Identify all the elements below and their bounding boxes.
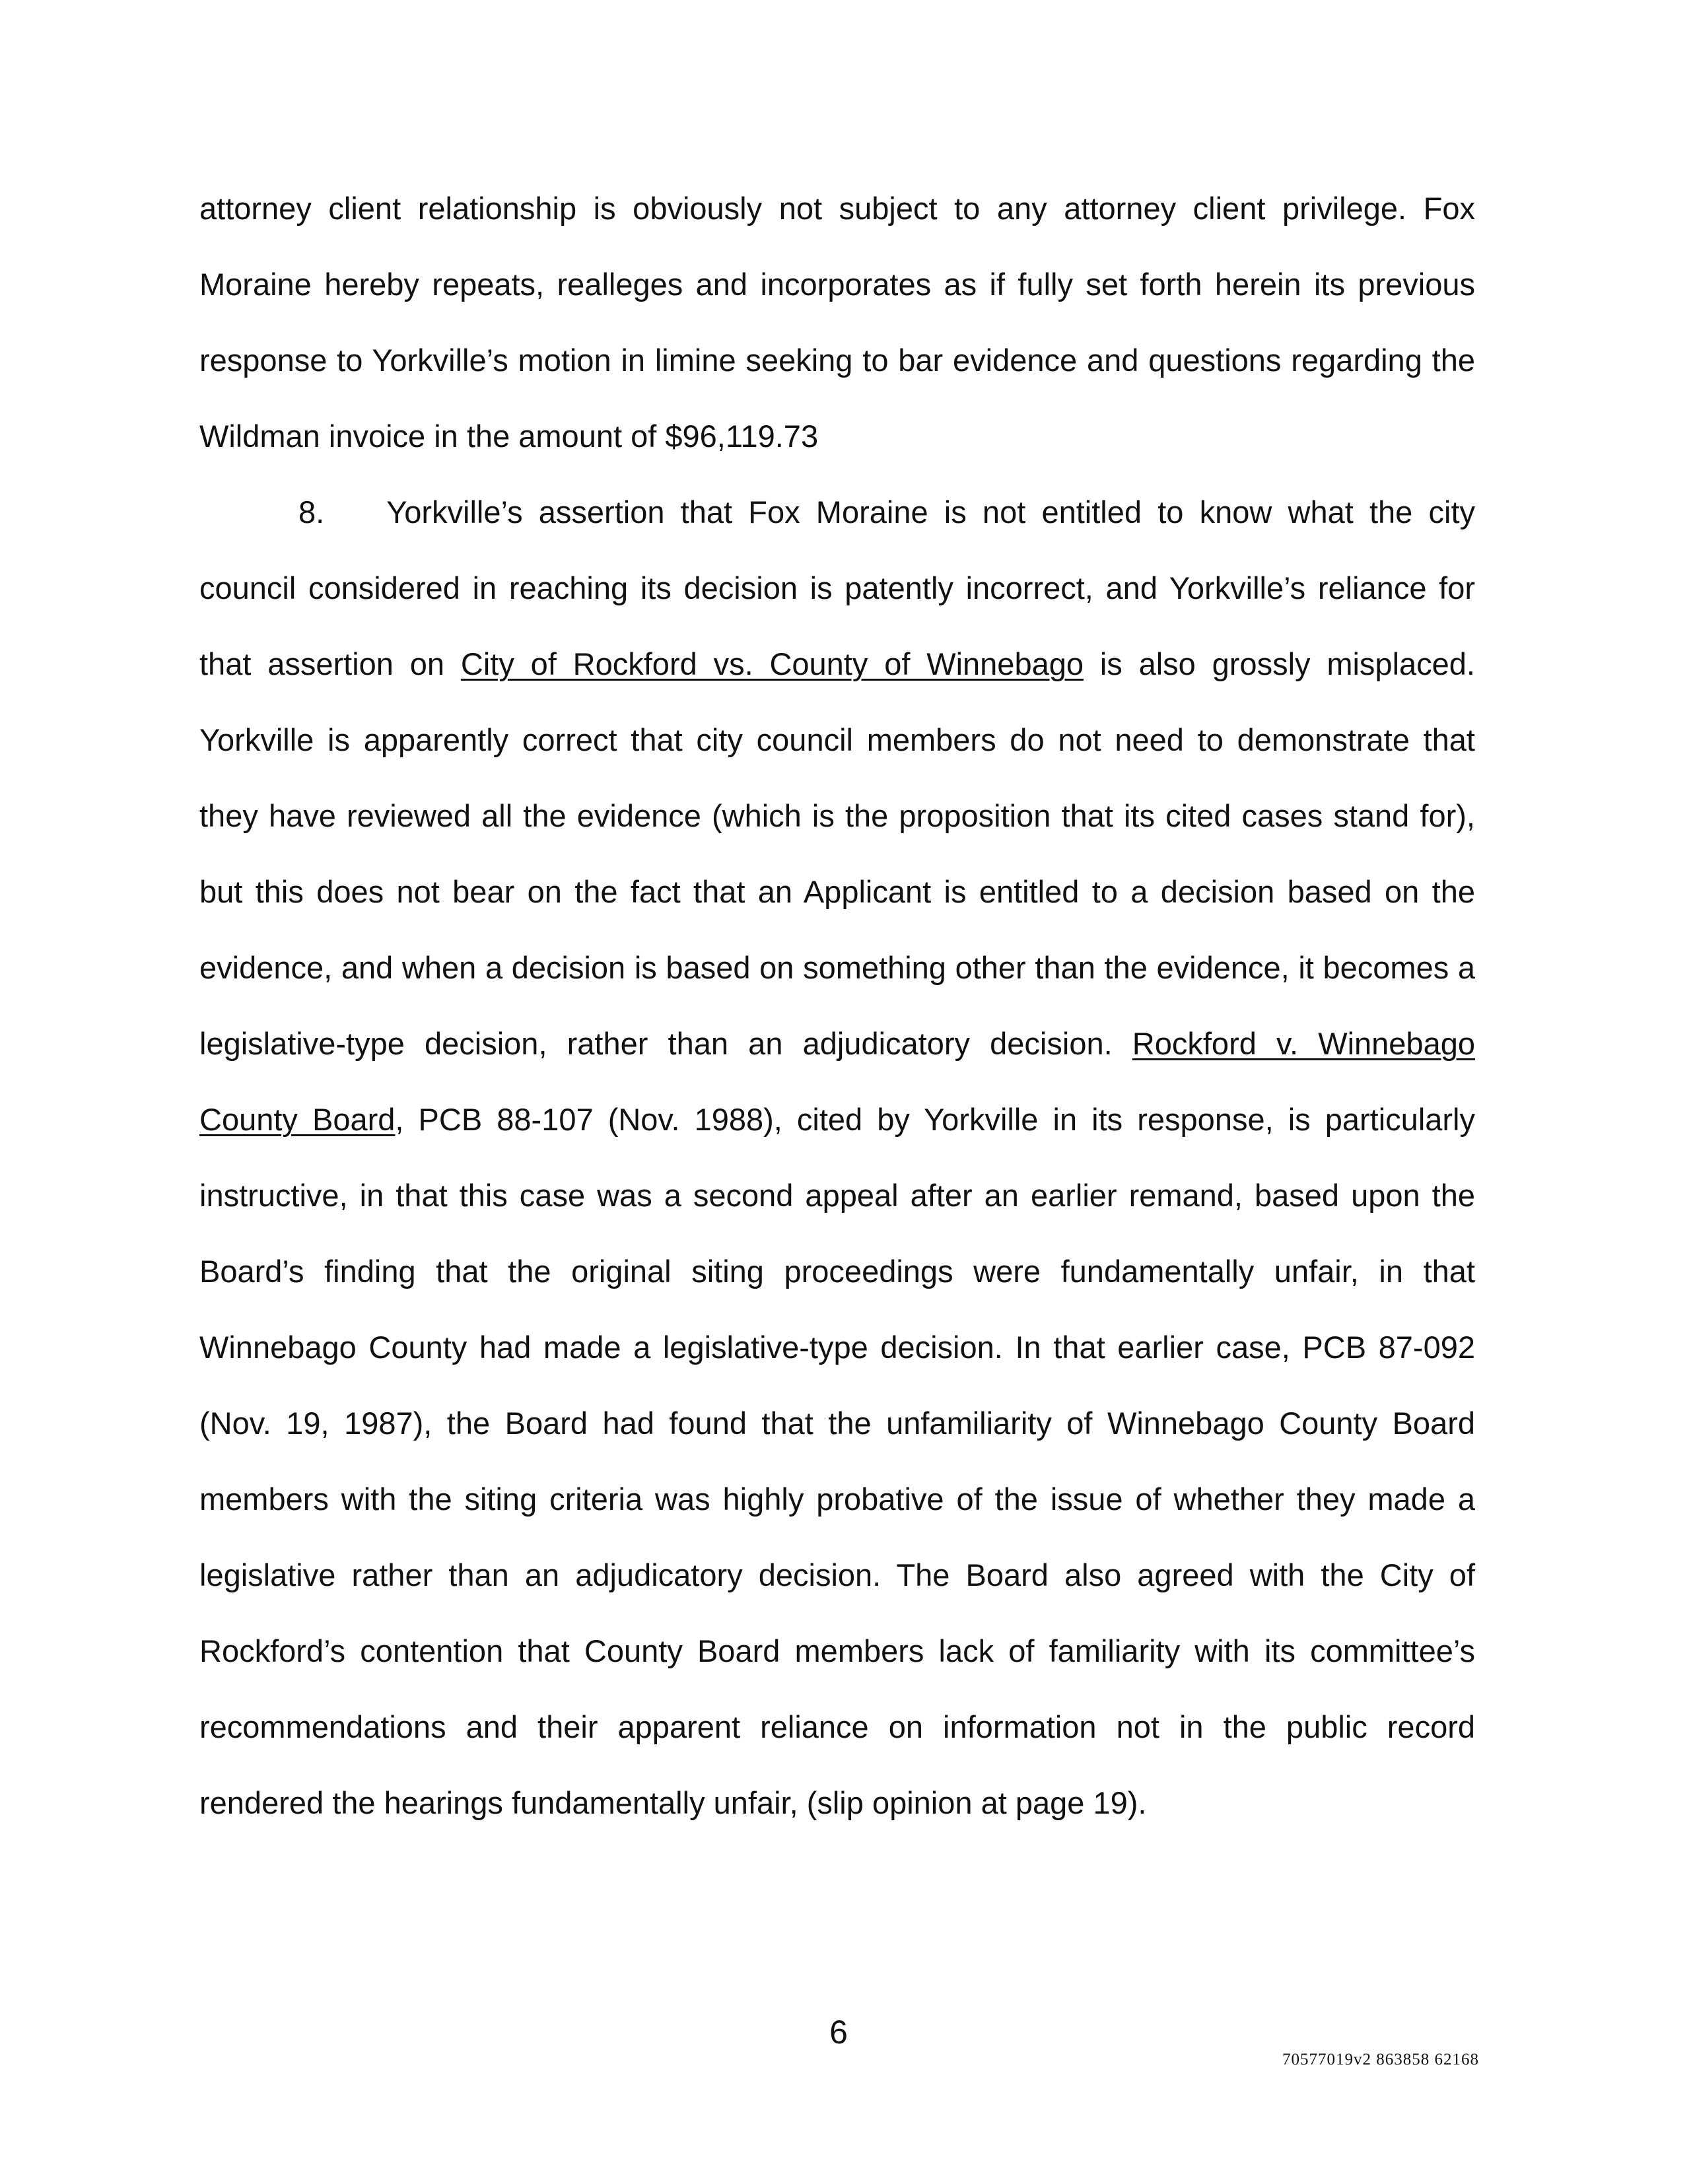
paragraph-8	[199, 474, 1475, 1841]
paragraph-8-text-2: is also grossly misplaced. Yorkville is apparently correct that city council members do not need to demonstrate that they have reviewed all the evidence (which is the proposition that its cited cases stand for), but this does not bear on the fact that an Applicant is entitled to a decision based on the evidence, and when a decision is based on something other than the evidence, it becomes a legislative-type decision, rather than an adjudicatory decision.	[199, 646, 1475, 1061]
paragraph-number: 8.	[298, 495, 325, 529]
body-text	[199, 170, 1475, 1841]
case-citation-rockford-vs-winnebago: City of Rockford vs. County of Winnebago	[460, 646, 1084, 681]
case-citation-rockford-v-winnebago-county-board: Rockford v. Winnebago County Board	[199, 1026, 1475, 1137]
paragraph-8-text-1: Yorkville’s assertion that Fox Moraine is not entitled to know what the city council considered in reaching its decision is patently incorrect, and Yorkville’s reliance for that assertion on	[199, 495, 1475, 681]
paragraph-8-text-3: , PCB 88-107 (Nov. 1988), cited by Yorkville in its response, is particularly instructive, in that this case was a second appeal after an earlier remand, based upon the Board’s finding that the original siting proceedings were fundamentally unfair, in that Winnebago County had made a legislative-type decision. In that earlier case, PCB 87-092 (Nov. 19, 1987), the Board had found that the unfamiliarity of Winnebago County Board members with the siting criteria was highly probative of the issue of whether they made a legislative rather than an adjudicatory decision. The Board also agreed with the City of Rockford’s contention that County Board members lack of familiarity with its committee’s recommendations and their apparent reliance on information not in the public record rendered the hearings fundamentally unfair, (slip opinion at page 19).	[199, 1102, 1475, 1820]
page-number: 6	[829, 2014, 848, 2051]
paragraph-continued	[199, 170, 1475, 474]
paragraph-1-text: attorney client relationship is obviously not subject to any attorney client privilege. Fox Moraine hereby repeats, realleges and incorporates as if fully set forth herein its previous response to Yorkville’s motion in limine seeking to bar evidence and questions regarding the Wildman invoice in the amount of $96,119.73	[199, 191, 1475, 454]
document-id: 70577019v2 863858 62168	[1282, 2051, 1479, 2068]
